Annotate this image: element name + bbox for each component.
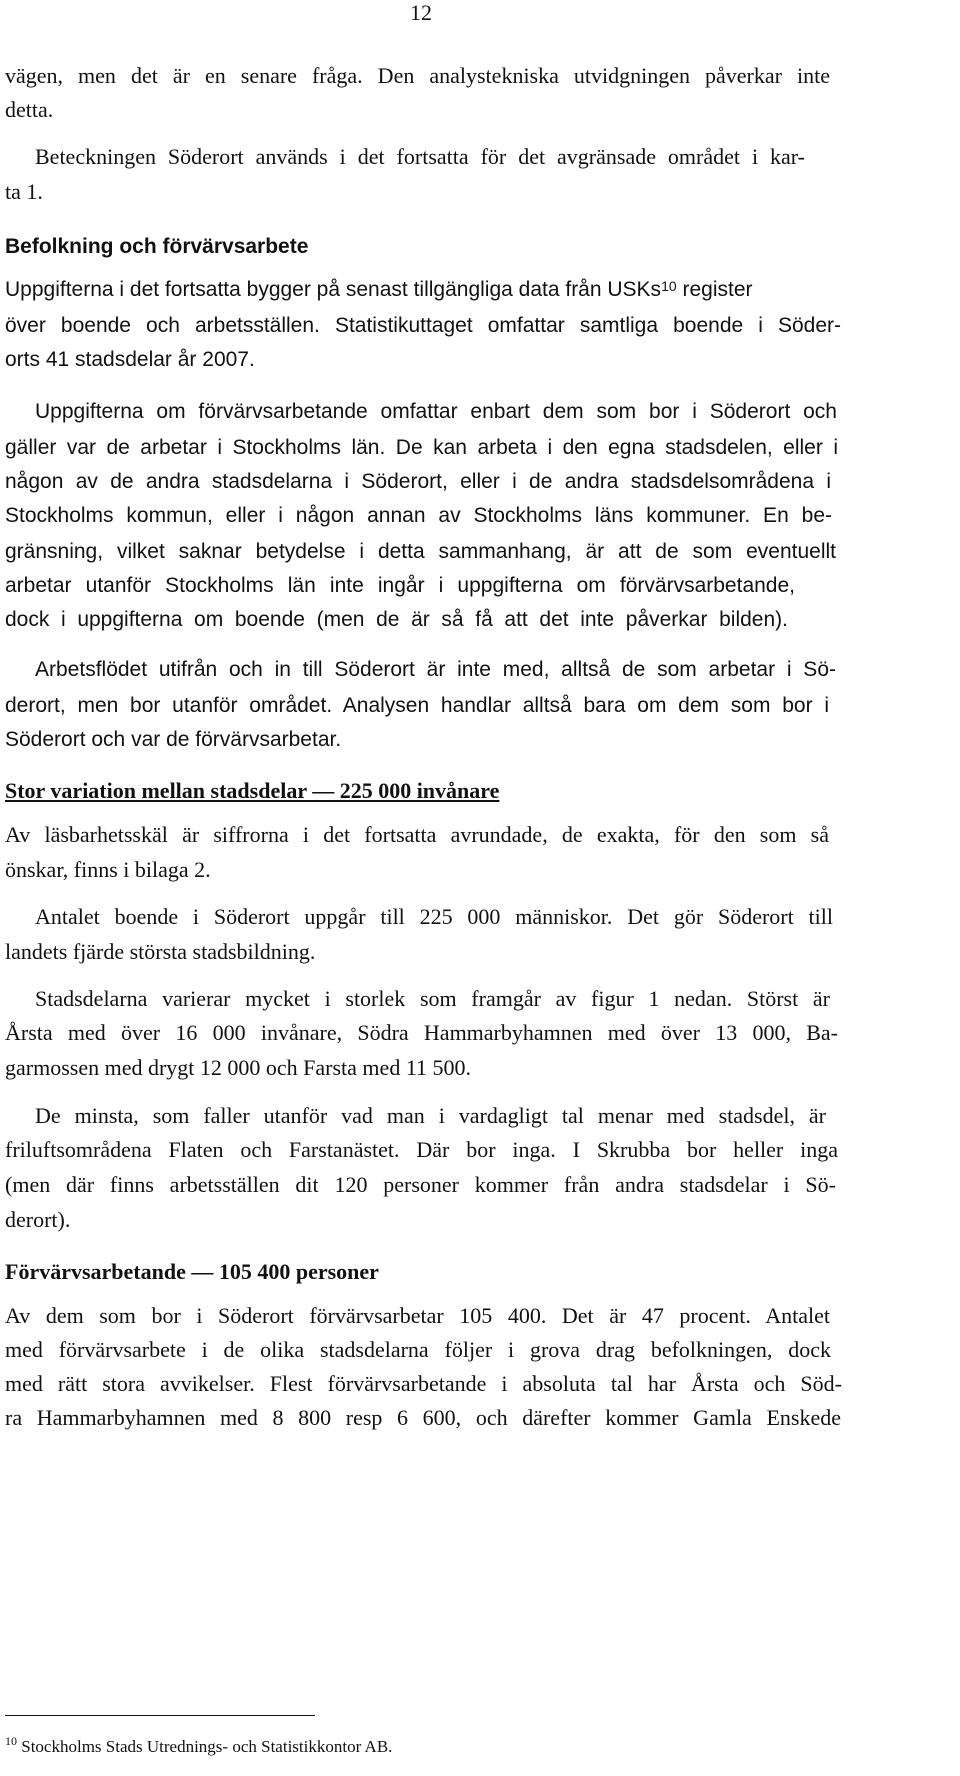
text-line: [5, 777, 499, 805]
text-line: [5, 502, 832, 530]
text-line: [5, 233, 308, 261]
text-line-content: någon av de andra stadsdelarna i Söderort, eller i de andra stadsdelsområdena i: [5, 470, 831, 493]
text-line-content: gäller var de arbetar i Stockholms län. De kan arbeta i den egna stadsdelen, eller i: [5, 436, 838, 459]
text-line: [5, 1370, 842, 1398]
text-line: [5, 1258, 379, 1286]
text-line: [5, 312, 841, 340]
text-line: [5, 434, 838, 462]
text-line-content: önskar, finns i bilaga 2.: [5, 857, 211, 882]
text-line-content: derort).: [5, 1207, 71, 1232]
text-line-content: dock i uppgifterna om boende (men de är så få att det inte påverkar bilden).: [5, 608, 788, 631]
text-line-content: Uppgifterna i det fortsatta bygger på senast tillgängliga data från USKs: [5, 278, 662, 301]
text-line-content: vägen, men det är en senare fråga. Den analystekniska utvidgningen påverkar inte: [5, 63, 830, 88]
text-line-content: Av läsbarhetsskäl är siffrorna i det fortsatta avrundade, de exakta, för den som så: [5, 822, 829, 847]
text-line-content: Stor variation mellan stadsdelar — 225 000 invånare: [5, 778, 500, 803]
footnote-reference: 10: [661, 278, 677, 294]
text-line: [5, 276, 753, 304]
text-line-content: orts 41 stadsdelar år 2007.: [5, 348, 255, 371]
text-line-content: med rätt stora avvikelser. Flest förvärvsarbetande i absoluta tal har Årsta och Söd-: [5, 1371, 842, 1396]
text-line: [5, 346, 255, 374]
text-line: [5, 1404, 841, 1432]
text-line: [5, 726, 341, 754]
text-line: [5, 178, 43, 206]
footnote-number: 10: [5, 1734, 17, 1748]
text-line-content: De minsta, som faller utanför vad man i vardagligt tal menar med stadsdel, är: [35, 1103, 826, 1128]
page-number: 12: [410, 0, 432, 25]
text-line: [5, 1206, 70, 1234]
text-line: [35, 398, 837, 426]
text-line: [5, 938, 315, 966]
text-line: [35, 985, 830, 1013]
text-line-content: Uppgifterna om förvärvsarbetande omfattar enbart dem som bor i Söderort och: [35, 400, 837, 423]
footnote-text: Stockholms Stads Utrednings- och Statistikkontor AB.: [17, 1737, 393, 1756]
text-line: [5, 1136, 838, 1164]
text-line-content: landets fjärde största stadsbildning.: [5, 939, 316, 964]
text-line-content: (men där finns arbetsställen dit 120 personer kommer från andra stadsdelar i Sö-: [5, 1172, 836, 1197]
text-line: [5, 538, 836, 566]
text-line-content: med förvärvsarbete i de olika stadsdelarna följer i grova drag befolkningen, dock: [5, 1337, 831, 1362]
text-line: [5, 692, 829, 720]
text-line: [5, 468, 831, 496]
text-line-content: Förvärvsarbetande — 105 400 personer: [5, 1259, 379, 1284]
footnote: [5, 1734, 393, 1757]
text-line-content: garmossen med drygt 12 000 och Farsta med 11 500.: [5, 1055, 471, 1080]
text-line-content: över boende och arbetsställen. Statistikuttaget omfattar samtliga boende i Söder-: [5, 314, 841, 337]
text-line: [35, 143, 805, 171]
text-line: [5, 606, 788, 634]
text-line: [35, 656, 836, 684]
text-line: [5, 1019, 838, 1047]
text-line: [35, 903, 833, 931]
text-line-content: Av dem som bor i Söderort förvärvsarbetar 105 400. Det är 47 procent. Antalet: [5, 1303, 830, 1328]
text-line-content: arbetar utanför Stockholms län inte ingår i uppgifterna om förvärvsarbetande,: [5, 574, 795, 597]
text-line-continuation: register: [676, 278, 753, 301]
text-line-content: friluftsområdena Flaten och Farstanästet. Där bor inga. I Skrubba bor heller inga: [5, 1137, 838, 1162]
text-line: [5, 1302, 830, 1330]
text-line-content: Stockholms kommun, eller i någon annan av Stockholms läns kommuner. En be-: [5, 504, 832, 527]
footnote-rule: [5, 1715, 315, 1716]
text-line-content: detta.: [5, 97, 54, 122]
text-line: [5, 572, 795, 600]
text-line: [5, 96, 53, 124]
text-line: [5, 856, 211, 884]
text-line-content: Befolkning och förvärvsarbete: [5, 235, 309, 258]
text-line-content: derort, men bor utanför området. Analysen handlar alltså bara om dem som bor i: [5, 694, 829, 717]
text-line-content: Söderort och var de förvärvsarbetar.: [5, 728, 342, 751]
text-line: [5, 1336, 831, 1364]
text-line-content: Arbetsflödet utifrån och in till Söderort är inte med, alltså de som arbetar i Sö-: [35, 658, 836, 681]
text-line-content: ta 1.: [5, 179, 43, 204]
text-line: [5, 1054, 471, 1082]
text-line: [5, 821, 829, 849]
text-line: [5, 62, 830, 90]
text-line: [5, 1171, 836, 1199]
text-line-content: Stadsdelarna varierar mycket i storlek som framgår av figur 1 nedan. Störst är: [35, 986, 830, 1011]
text-line-content: Antalet boende i Söderort uppgår till 225 000 människor. Det gör Söderort till: [35, 904, 833, 929]
text-line-content: Årsta med över 16 000 invånare, Södra Hammarbyhamnen med över 13 000, Ba-: [5, 1020, 838, 1045]
text-line-content: Beteckningen Söderort används i det fortsatta för det avgränsade området i kar-: [35, 144, 805, 169]
text-line: [35, 1102, 826, 1130]
text-line-content: gränsning, vilket saknar betydelse i detta sammanhang, är att de som eventuellt: [5, 540, 836, 563]
text-line-content: ra Hammarbyhamnen med 8 800 resp 6 600, och därefter kommer Gamla Enskede: [5, 1405, 841, 1430]
